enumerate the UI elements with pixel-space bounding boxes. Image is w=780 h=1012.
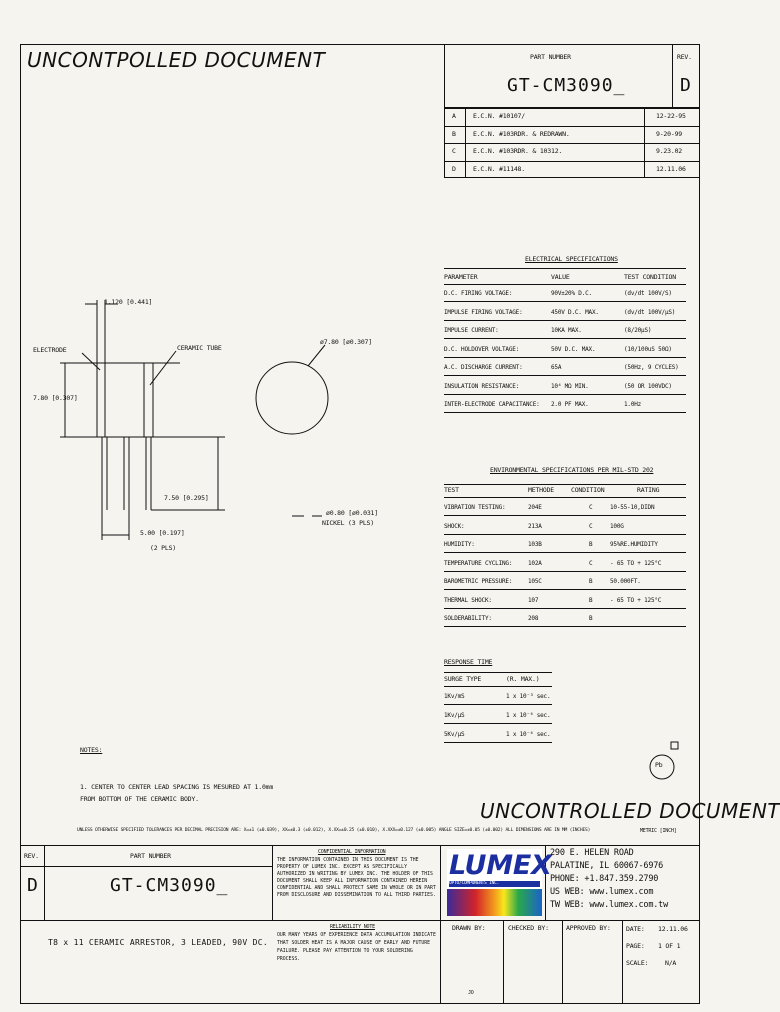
logo-subtext: OPTO/COMPONENTS INC. [449,881,540,887]
elec-cell: (dv/dt 100V/S) [624,290,672,297]
elec-cell: (dv/dt 100V/μS) [624,308,676,316]
page-value: 1 OF 1 [658,942,681,950]
footer-rev: D [27,875,38,896]
footer-pn-label: PART NUMBER [130,852,171,860]
rev-letter: C [452,147,456,155]
rev-desc: E.C.N. #11148. [473,164,525,173]
env-cell: TEMPERATURE CYCLING: [444,559,513,567]
env-cell: VIBRATION TESTING: [444,504,506,511]
env-cell: 10-55-10,DIDN [610,504,655,511]
elec-cell: 90V±20% D.C. [551,290,592,297]
env-cell: B [589,578,593,585]
env-cell: 100G [610,522,624,530]
rev-desc: E.C.N. #103RDR. & 10312. [473,147,563,155]
rev-label: REV. [677,53,692,61]
label-ceramic: CERAMIC TUBE [177,344,222,352]
part-number-label: PART NUMBER [530,53,571,61]
logo-text: LUMEX [449,850,552,881]
reliability-title: RELIABILITY NOTE [330,924,375,930]
description: T8 x 11 CERAMIC ARRESTOR, 3 LEADED, 90V DC. [48,938,269,947]
elec-cell: (50Hz, 9 CYCLES) [624,364,679,371]
elec-cell: INSULATION RESISTANCE: [444,382,520,390]
elec-header: PARAMETER [444,273,478,281]
elec-title: ELECTRICAL SPECIFICATIONS [525,255,618,263]
confidential-title: CONFIDENTIAL INFORMATION [318,849,386,855]
elec-cell: 2.0 PF MAX. [551,401,589,408]
lumex-logo [447,849,552,916]
uncontrolled-stamp-top: UNCONTPOLLED DOCUMENT [27,48,326,72]
tolerance-note: UNLESS OTHERWISE SPECIFIED TOLERANCES PER DECIMAL PRECISION ARE: X=±1 (±0.039), XX=±0.3 (±0.012), X.XX=±0.25 (±0.010), X.XXX=±0.127 (±0.005) ANGLE SIZE=±0.05 (±0.002) ALL DIMENSIONS ARE IN MM (INCHES) [77,828,591,833]
env-cell: 204E [528,504,542,511]
dim-pitch-count: (2 PLS) [150,544,176,552]
approved-by-label: APPROVED BY: [566,924,611,932]
note-line-2: FROM BOTTOM OF THE CERAMIC BODY. [80,795,199,803]
env-cell: C [589,504,593,511]
rev-date: 9-20-99 [656,129,682,138]
elec-cell: 450V D.C. MAX. [551,308,599,316]
resp-cell: 1 x 10⁻⁶ sec. [506,712,551,719]
rev-value: D [680,75,691,96]
env-cell: BAROMETRIC PRESSURE: [444,578,513,585]
env-cell: 107 [528,596,539,604]
rev-letter: B [452,129,456,138]
env-cell: - 65 TO + 125°C [610,596,662,604]
resp-cell: 1Kv/μS [444,712,465,719]
dim-lead-dia: ø0.80 [ø0.031] [326,509,378,517]
env-cell: C [589,522,593,530]
env-cell: 213A [528,522,542,530]
env-cell: C [589,559,593,567]
confidential-text: THE INFORMATION CONTAINED IN THIS DOCUMENT IS THE PROPERTY OF LUMEX INC. EXCEPT AS SPECIFICALLY AUTHORIZED IN WRITING BY LUMEX INC. THE HOLDER OF THIS DOCUMENT SHALL KEEP ALL INFORMATION CONTAINED HEREIN CONFIDENTIAL AND SHALL PROTECT SAME IN WHOLE OR IN PART FROM DISCLOSURE AND DISSEMINATION TO ALL THIRD PARTIES. [277,858,436,898]
address-line: PHONE: +1.847.359.2790 [550,874,659,884]
env-cell: 105C [528,578,542,585]
elec-cell: 50V D.C. MAX. [551,345,596,353]
resp-cell: 1 x 10⁻³ sec. [506,693,551,700]
env-cell: SOLDERABILITY: [444,615,492,622]
env-header: RATING [637,486,660,494]
env-cell: THERMAL SHOCK: [444,596,492,604]
address-line: TW WEB: www.lumex.com.tw [550,900,669,910]
resp-cell: 5Kv/μS [444,731,465,738]
rev-desc: E.C.N. #103RDR. & REDRAWN. [473,129,570,138]
elec-cell: D.C. FIRING VOLTAGE: [444,290,513,297]
checked-by-label: CHECKED BY: [508,924,549,932]
resp-cell: 1Kv/mS [444,693,465,700]
rev-letter: D [452,164,456,173]
lead-material: NICKEL (3 PLS) [322,519,374,527]
part-number: GT-CM3090_ [507,75,626,96]
dim-top: 1.120 [0.441] [104,298,153,306]
date-label: DATE: [626,925,645,933]
env-cell: SHOCK: [444,522,465,530]
elec-cell: 10⁴ MΩ MIN. [551,382,589,390]
elec-cell: 65A [551,364,562,371]
decimal-note: METRIC [INCH] [640,828,677,834]
rev-date: 9.23.02 [656,147,682,155]
rev-date: 12.11.06 [656,164,686,173]
address-line: 290 E. HELEN ROAD [550,848,634,858]
scale-label: SCALE: [626,959,649,967]
note-line-1: 1. CENTER TO CENTER LEAD SPACING IS MESURED AT 1.0mm [80,783,274,791]
footer-pn: GT-CM3090_ [110,875,229,896]
env-cell: HUMIDITY: [444,541,475,548]
env-cell: B [589,615,593,622]
elec-cell: (50 OR 100VDC) [624,382,672,390]
elec-cell: A.C. DISCHARGE CURRENT: [444,364,523,371]
elec-cell: IMPULSE CURRENT: [444,327,499,334]
elec-header: TEST CONDITION [624,273,676,281]
env-cell: 102A [528,559,542,567]
env-header: CONDITION [571,486,605,494]
drawn-by-label: DRAWN BY: [452,924,486,932]
drawn-by-value: JO [468,990,474,996]
elec-cell: IMPULSE FIRING VOLTAGE: [444,308,523,316]
date-value: 12.11.06 [658,925,688,933]
rev-desc: E.C.N. #10107/ [473,112,525,120]
env-cell: 103B [528,541,542,548]
elec-cell: D.C. HOLDOVER VOLTAGE: [444,345,520,353]
rev-date: 12-22-95 [656,112,686,120]
resp-cell: 1 x 10⁻⁶ sec. [506,731,551,738]
env-header: TEST [444,486,459,494]
elec-cell: 1.0Hz [624,401,642,408]
env-header: METHODE [528,486,554,494]
dim-lead-length: 7.50 [0.295] [164,494,209,502]
dim-body-dia: 7.80 [0.307] [33,394,78,402]
elec-header: VALUE [551,273,570,281]
notes-label: NOTES: [80,746,103,754]
env-cell: 95%RE.HUMIDITY [610,541,658,548]
elec-cell: 10KA MAX. [551,327,582,334]
env-cell: B [589,541,593,548]
env-cell: B [589,596,593,604]
env-cell: 208 [528,615,539,622]
dim-pitch: 5.00 [0.197] [140,529,185,537]
response-title: RESPONSE TIME [444,658,493,666]
address-line: US WEB: www.lumex.com [550,887,654,897]
env-cell: - 65 TO + 125°C [610,559,662,567]
resp-header: (R. MAX.) [506,675,540,683]
label-electrode: ELECTRODE [33,346,67,354]
dim-circle-dia: ø7.80 [ø0.307] [320,338,372,346]
elec-cell: (10/100uS 50Ω) [624,345,672,353]
elec-cell: (8/20μS) [624,327,652,334]
rev-letter: A [452,112,456,120]
footer-rev-label: REV. [24,852,39,860]
env-cell: 50.000FT. [610,578,641,585]
scale-value: N/A [665,959,677,967]
page-label: PAGE: [626,942,645,950]
address-line: PALATINE, IL 60067-6976 [550,861,664,871]
reliability-text: OUR MANY YEARS OF EXPERIENCE DATA ACCUMULATION INDICATE THAT SOLDER HEAT IS A MAJOR CAUSE OF EARLY AND FUTURE FAILURE. PLEASE PAY ATTENTION TO YOUR SOLDERING PROCESS. [277,933,436,962]
lead-free-mark: Pb [655,761,663,769]
resp-header: SURGE TYPE [444,675,482,683]
env-title: ENVIRONMENTAL SPECIFICATIONS PER MIL-STD 202 [490,466,654,474]
uncontrolled-stamp-bottom: UNCONTROLLED DOCUMENT [480,799,780,823]
elec-cell: INTER-ELECTRODE CAPACITANCE: [444,401,540,408]
